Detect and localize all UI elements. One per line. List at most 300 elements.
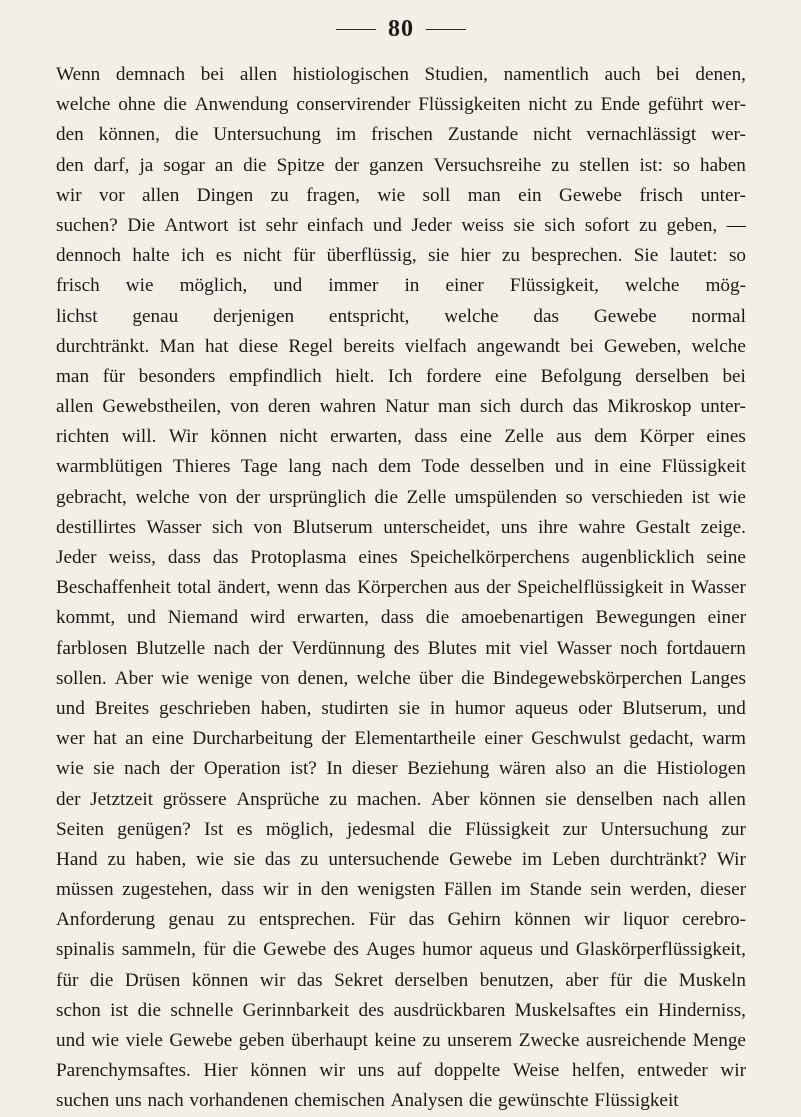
word: ihre xyxy=(538,516,568,538)
text-line xyxy=(56,935,746,965)
word: Bewegungen xyxy=(595,607,696,629)
text-line xyxy=(56,422,746,452)
word: wir xyxy=(584,909,610,931)
word: welche xyxy=(691,335,746,357)
text-line xyxy=(56,483,746,513)
word: einer xyxy=(445,275,484,297)
word: das xyxy=(212,547,239,568)
word: sich xyxy=(479,396,511,418)
word: Verdünnung xyxy=(291,637,386,659)
word: wird xyxy=(249,607,286,629)
text-line xyxy=(56,754,746,784)
word: Muskelsaftes xyxy=(514,999,616,1021)
word: eine xyxy=(151,728,184,750)
word: Körper xyxy=(639,426,695,448)
word: chemischen xyxy=(294,1090,385,1112)
word: Elementartheile xyxy=(354,728,476,750)
word: Gestalt xyxy=(635,516,691,538)
word: Speichelflüssigkeit xyxy=(517,577,664,599)
word: die xyxy=(425,607,450,629)
word: uns xyxy=(500,516,528,538)
word: warmblütigen xyxy=(56,456,163,478)
word: sich xyxy=(544,214,576,236)
word: Jeder xyxy=(56,547,97,568)
word: sogar xyxy=(163,154,205,176)
word: Flüssigkeiten xyxy=(418,94,521,116)
word: frischen xyxy=(371,124,433,146)
text-line xyxy=(56,845,746,875)
word: zu xyxy=(501,245,520,267)
word: Gehirn xyxy=(447,909,501,931)
word: sofort xyxy=(584,214,630,236)
word: cerebro- xyxy=(682,909,746,931)
word: eines xyxy=(358,547,398,568)
word: zu xyxy=(270,184,289,206)
body-text xyxy=(56,60,746,1117)
word: desselben xyxy=(469,456,545,478)
word: wenn xyxy=(277,577,319,599)
word: zu xyxy=(638,214,658,236)
word: die xyxy=(468,1090,493,1112)
word: Beziehung xyxy=(407,758,490,780)
word: dennoch xyxy=(56,245,122,267)
text-line xyxy=(56,996,746,1026)
text-line xyxy=(56,815,746,845)
word: Breites xyxy=(94,697,150,719)
word: allen xyxy=(56,396,94,418)
word: Glaskörperflüssigkeit, xyxy=(575,939,746,961)
word: Man xyxy=(159,335,195,357)
word: wie xyxy=(125,275,154,297)
word: welche xyxy=(356,667,411,689)
text-line xyxy=(56,211,746,241)
word: wenigsten xyxy=(357,879,436,901)
word: von xyxy=(198,486,228,508)
word: ist: xyxy=(639,154,663,176)
word: Parenchymsaftes. xyxy=(56,1060,191,1082)
word: conservirender xyxy=(296,94,411,116)
word: Untersuchung xyxy=(600,818,709,840)
word: dem xyxy=(378,456,412,478)
word: sein xyxy=(590,879,622,901)
word: wer- xyxy=(711,94,746,116)
word: kommt, xyxy=(56,607,116,629)
word: geschrieben xyxy=(159,697,251,719)
word: Bindegewebskörperchen xyxy=(492,667,683,689)
text-line xyxy=(56,241,746,271)
word: sammeln, xyxy=(121,939,196,961)
word: fragen, xyxy=(306,184,360,206)
word: zugestehen, xyxy=(122,879,213,901)
word: unter- xyxy=(700,184,746,206)
word: Analysen xyxy=(390,1090,464,1112)
word: weiss xyxy=(461,214,504,236)
word: die xyxy=(163,94,187,116)
word: Gewebe xyxy=(449,848,512,870)
word: umspülenden xyxy=(454,486,557,508)
word: des xyxy=(333,939,359,961)
word: Befolgung xyxy=(540,365,622,387)
word: Blutzelle xyxy=(135,637,206,659)
word: im xyxy=(335,124,357,146)
word: denen, xyxy=(297,667,349,689)
word: Sie xyxy=(633,245,659,267)
word: für xyxy=(609,969,633,991)
word: total xyxy=(177,577,212,599)
word: Hand xyxy=(56,848,98,870)
text-line xyxy=(56,905,746,935)
word: hat xyxy=(93,728,117,750)
word: Spitze xyxy=(276,154,325,176)
word: die xyxy=(428,818,452,840)
word: will. xyxy=(121,426,157,448)
word: die xyxy=(89,969,114,991)
word: spinalis xyxy=(56,939,115,961)
word: Gewebe xyxy=(169,1030,233,1051)
word: fordere xyxy=(426,365,482,387)
word: das xyxy=(296,969,323,991)
word: wir xyxy=(262,879,289,901)
word: ändert, xyxy=(217,577,271,599)
word: frisch xyxy=(639,184,684,206)
word: Sekret xyxy=(334,969,384,991)
word: Drüsen xyxy=(124,969,181,991)
word: in xyxy=(594,456,609,478)
word: den xyxy=(56,154,84,176)
word: entweder xyxy=(637,1060,708,1082)
word: Blutserum, xyxy=(622,697,708,719)
word: Langes xyxy=(690,667,746,689)
word: eine xyxy=(495,365,528,387)
word: Für xyxy=(368,909,396,931)
word: Natur xyxy=(385,396,429,418)
text-line xyxy=(56,694,746,724)
word: immer xyxy=(328,275,379,297)
word: Zwecke xyxy=(518,1030,580,1051)
word: wären xyxy=(498,758,546,780)
text-line xyxy=(56,181,746,211)
word: eine xyxy=(619,456,652,478)
word: aqueus xyxy=(514,697,569,719)
word: einfach xyxy=(307,214,364,236)
text-line xyxy=(56,1026,746,1056)
page-header xyxy=(56,10,746,48)
word: stellen xyxy=(579,154,630,176)
word: den xyxy=(56,124,84,146)
word: schnelle xyxy=(170,999,234,1021)
word: nach xyxy=(124,758,161,780)
word: demnach xyxy=(115,64,186,85)
word: werden, xyxy=(630,879,692,901)
text-line xyxy=(56,1086,746,1116)
word: so xyxy=(728,245,746,267)
page-number: 80 xyxy=(388,15,414,42)
word: durchtränkt. xyxy=(56,335,150,357)
word: halte xyxy=(132,245,170,267)
word: liquor xyxy=(622,909,669,931)
word: zu xyxy=(300,848,319,870)
word: doppelte xyxy=(434,1060,501,1082)
word: Geweben, xyxy=(604,335,682,357)
word: ist xyxy=(691,486,710,508)
text-line xyxy=(56,513,746,543)
word: und xyxy=(56,697,85,719)
word: sich xyxy=(211,516,243,538)
word: der xyxy=(258,637,283,659)
word: und xyxy=(273,275,303,297)
text-line xyxy=(56,634,746,664)
word: Speichelkörperchens xyxy=(409,547,570,568)
word: diese xyxy=(238,335,279,357)
word: lautet: xyxy=(669,245,718,267)
word: jedesmal xyxy=(346,818,416,840)
word: dieser xyxy=(351,758,398,780)
word: entsprechen. xyxy=(259,909,356,931)
word: studirten xyxy=(321,697,389,719)
word: besonders xyxy=(138,365,216,387)
word: zu xyxy=(107,848,126,870)
word: die xyxy=(243,154,267,176)
word: Regel xyxy=(288,335,334,357)
word: eine xyxy=(459,426,492,448)
word: zu xyxy=(329,788,348,810)
word: das xyxy=(325,577,351,599)
word: welche xyxy=(625,275,680,297)
word: nicht xyxy=(279,426,318,448)
word: haben, xyxy=(260,697,312,719)
word: grössere xyxy=(162,788,227,810)
word: im xyxy=(521,848,543,870)
word: lichst xyxy=(56,305,98,327)
word: derselben xyxy=(394,969,469,991)
word: deren xyxy=(268,396,311,418)
word: vielfach xyxy=(404,335,467,357)
word: Tage xyxy=(240,456,278,478)
word: sollen. xyxy=(56,667,107,689)
word: man xyxy=(437,396,471,418)
header-rule-right xyxy=(426,29,466,30)
header-rule-left xyxy=(336,29,376,30)
word: ein xyxy=(518,184,542,206)
word: helfen, xyxy=(572,1060,625,1082)
word: lang xyxy=(288,456,322,478)
word: wie xyxy=(56,758,84,780)
word: Durcharbeitung xyxy=(192,728,313,750)
word: nach xyxy=(147,1090,184,1112)
word: an xyxy=(595,758,614,780)
word: hat xyxy=(204,335,229,357)
word: Jeder xyxy=(411,214,452,236)
word: man xyxy=(56,365,90,387)
word: wie xyxy=(377,184,406,206)
word: suchen xyxy=(56,1090,110,1112)
word: Die xyxy=(127,214,156,236)
word: Aber xyxy=(431,788,470,810)
word: des xyxy=(393,637,420,659)
word: Auges xyxy=(366,939,416,961)
word: geführt xyxy=(647,94,704,116)
word: Leben xyxy=(552,848,601,870)
word: ursprünglich xyxy=(268,486,366,508)
word: können xyxy=(191,969,249,991)
word: und xyxy=(717,697,746,719)
word: wer xyxy=(56,728,85,750)
word: auch xyxy=(604,64,641,85)
word: Gewebstheilen, xyxy=(102,396,222,418)
word: hielt. xyxy=(335,365,375,387)
word: wer- xyxy=(711,124,746,146)
text-line xyxy=(56,151,746,181)
text-line xyxy=(56,724,746,754)
word: Wasser xyxy=(691,577,746,599)
word: eines xyxy=(706,426,746,448)
word: noch xyxy=(620,637,658,659)
word: Flüssigkeit, xyxy=(509,275,599,297)
word: zu xyxy=(551,154,570,176)
word: können xyxy=(479,788,536,810)
word: dass xyxy=(221,879,255,901)
text-line xyxy=(56,966,746,996)
word: die xyxy=(232,939,257,961)
word: sehr xyxy=(265,214,298,236)
word: Ansprüche xyxy=(236,788,320,810)
word: ausreichende xyxy=(585,1030,687,1051)
word: schon xyxy=(56,999,101,1021)
word: sie xyxy=(93,758,115,780)
word: das xyxy=(572,396,599,418)
text-line xyxy=(56,302,746,332)
word: die xyxy=(374,486,398,508)
word: ohne xyxy=(118,94,156,116)
word: für xyxy=(203,939,226,961)
word: welche xyxy=(444,305,499,327)
word: so xyxy=(565,486,583,508)
word: Wasser xyxy=(146,516,202,538)
word: welche xyxy=(56,94,111,116)
word: Zelle xyxy=(406,486,447,508)
word: der xyxy=(235,486,261,508)
word: zu xyxy=(574,94,593,116)
text-line xyxy=(56,1056,746,1086)
word: für xyxy=(56,969,79,991)
word: Stande xyxy=(529,879,582,901)
word: welche xyxy=(135,486,190,508)
word: Seiten xyxy=(56,818,104,840)
word: gebracht, xyxy=(56,486,127,508)
word: überhaupt xyxy=(291,1030,368,1051)
word: keine xyxy=(374,1030,416,1051)
word: humor xyxy=(422,939,473,961)
word: soll xyxy=(422,184,451,206)
word: Flüssigkeit xyxy=(594,1090,679,1112)
word: wir xyxy=(720,1060,746,1082)
word: sie xyxy=(545,788,567,810)
word: wahren xyxy=(319,396,377,418)
word: Wir xyxy=(168,426,198,448)
word: angewandt xyxy=(476,335,561,357)
word: wahre xyxy=(578,516,626,538)
word: zeige. xyxy=(700,516,746,538)
word: ist xyxy=(237,214,257,236)
word: im xyxy=(500,879,521,901)
text-line xyxy=(56,875,746,905)
word: Versuchsreihe xyxy=(433,154,542,176)
word: sie xyxy=(513,214,535,236)
word: des xyxy=(358,999,385,1021)
word: überflüssig, xyxy=(326,245,417,267)
word: aqueus xyxy=(479,939,533,961)
word: Wasser xyxy=(556,637,612,659)
word: können xyxy=(210,426,267,448)
word: für xyxy=(292,245,316,267)
word: hier xyxy=(460,245,491,267)
word: Hier xyxy=(203,1060,238,1082)
word: haben, xyxy=(135,848,187,870)
word: einer xyxy=(707,607,746,629)
word: geben xyxy=(238,1030,285,1051)
word: frisch xyxy=(56,275,100,297)
word: namentlich xyxy=(503,64,589,85)
word: farblosen xyxy=(56,637,128,659)
word: so xyxy=(672,154,690,176)
word: möglich, xyxy=(179,275,248,297)
word: durch xyxy=(519,396,564,418)
word: die xyxy=(174,124,199,146)
word: Thieres xyxy=(172,456,231,478)
word: Weise xyxy=(512,1060,560,1082)
word: Menge xyxy=(692,1030,746,1051)
word: nach xyxy=(331,456,368,478)
word: Blutes xyxy=(427,637,477,659)
word: Blutserum xyxy=(292,516,373,538)
word: mit xyxy=(485,637,511,659)
word: dass xyxy=(414,426,448,448)
word: nicht xyxy=(533,124,572,146)
word: denen, xyxy=(695,64,746,85)
text-line xyxy=(56,90,746,120)
word: ja xyxy=(139,154,154,176)
word: augenblicklich xyxy=(581,547,695,568)
word: aus xyxy=(556,426,582,448)
word: von xyxy=(253,516,283,538)
word: wenige xyxy=(197,667,253,689)
word: es xyxy=(215,245,232,267)
word: wir xyxy=(259,969,286,991)
word: weiss, xyxy=(108,547,156,568)
word: das xyxy=(264,848,291,870)
word: vor xyxy=(99,184,125,206)
text-line xyxy=(56,573,746,603)
word: bei xyxy=(200,64,225,85)
word: das xyxy=(408,909,435,931)
word: Flüssigkeit xyxy=(465,818,550,840)
word: unterscheidet, xyxy=(383,516,491,538)
word: die xyxy=(461,667,485,689)
word: humor xyxy=(454,697,505,719)
word: Protoplasma xyxy=(250,547,347,568)
text-line xyxy=(56,664,746,694)
word: unserem xyxy=(447,1030,513,1051)
word: die xyxy=(137,999,162,1021)
word: ich xyxy=(181,245,205,267)
word: über xyxy=(418,667,453,689)
word: die xyxy=(623,758,647,780)
word: und xyxy=(373,214,402,236)
word: und xyxy=(56,1030,85,1051)
word: destillirtes xyxy=(56,516,136,538)
word: können xyxy=(250,1060,307,1082)
word: von xyxy=(260,667,290,689)
